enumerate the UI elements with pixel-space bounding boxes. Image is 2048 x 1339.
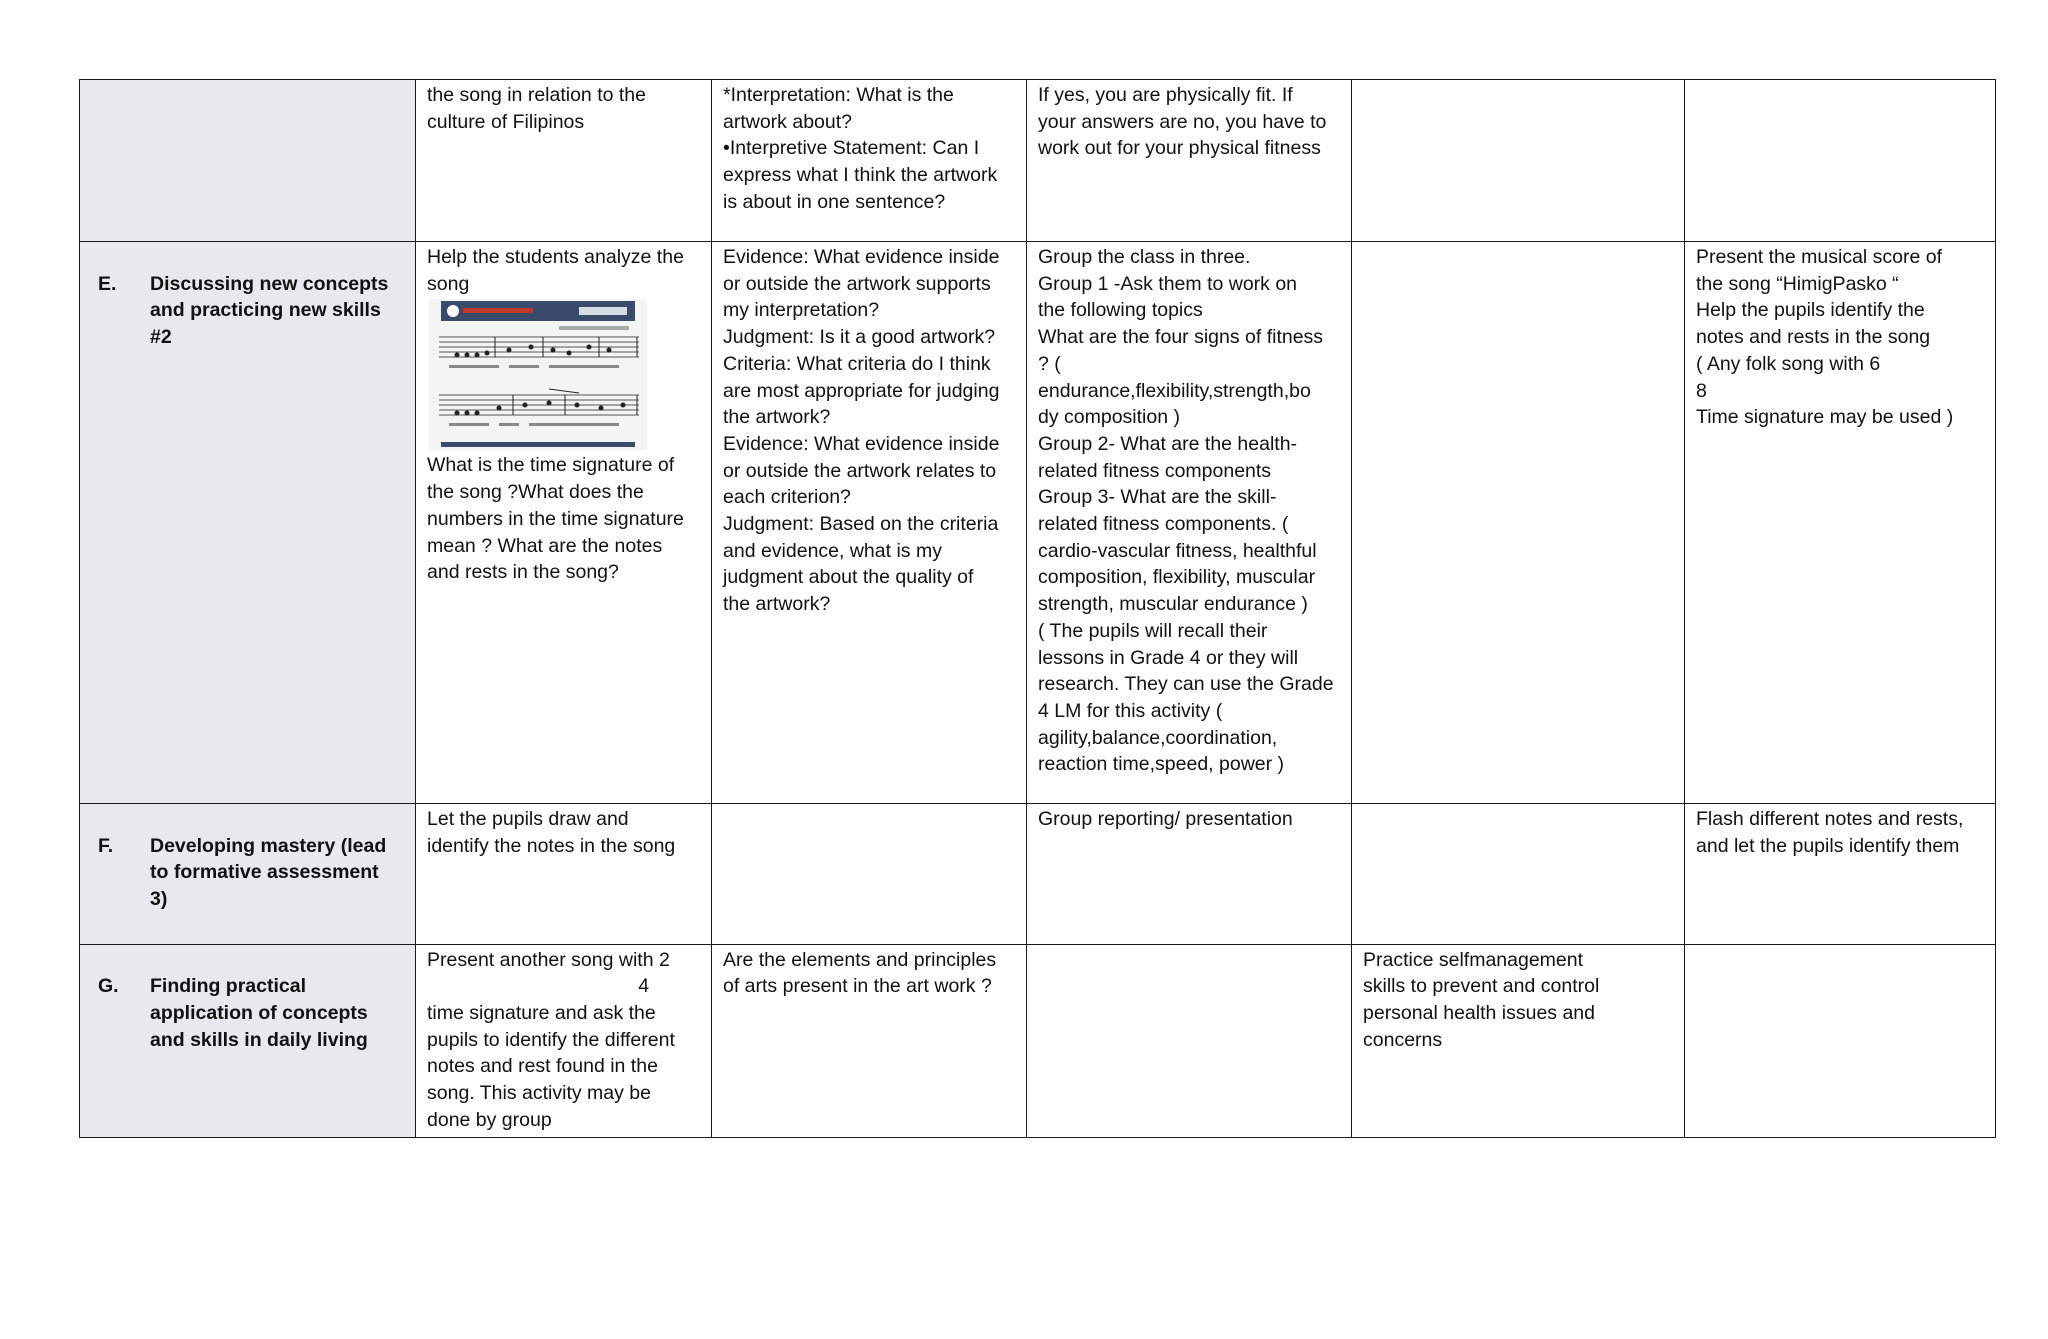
- table-cell-music: the song in relation to the culture of Filipinos: [416, 80, 712, 242]
- table-cell-arts: *Interpretation: What is the artwork about? •Interpretive Statement: Can I express what I think the artwork is about in one sentence?: [712, 80, 1027, 242]
- table-cell-extra: [1685, 80, 1996, 242]
- table-cell-extra: Flash different notes and rests, and let the pupils identify them: [1685, 804, 1996, 945]
- row-label: Finding practical application of concepts and skills in daily living: [150, 975, 368, 1051]
- row-letter: F.: [98, 834, 114, 857]
- row-label-cell: [80, 242, 416, 804]
- table-row-e: [80, 242, 1996, 804]
- row-label: Developing mastery (lead to formative assessment 3): [150, 834, 387, 911]
- table-cell-health: [1352, 80, 1685, 242]
- table-cell-health: [1352, 804, 1685, 945]
- table-row-g: [80, 944, 1996, 1138]
- row-letter: G.: [98, 975, 119, 998]
- table-cell-music: Let the pupils draw and identify the notes in the song: [416, 804, 712, 945]
- row-label: Discussing new concepts and practicing new skills #2: [150, 272, 389, 349]
- table-cell-arts: Evidence: What evidence inside or outside the artwork supports my interpretation? Judgment: Is it a good artwork? Criteria: What criteria do I think are most appropriate for judging the artwork? Evidence: What evidence inside or outside the artwork relates to each criterion? Judgment: Based on the criteria and evidence, what is my judgment about the quality of the artwork?: [712, 242, 1027, 804]
- table-cell-health: [1352, 242, 1685, 804]
- row-label-cell: [80, 804, 416, 945]
- row-letter: E.: [98, 272, 117, 295]
- cell-text: Help the students analyze the song: [427, 246, 684, 295]
- row-label-cell: [80, 944, 416, 1138]
- table-cell-arts: Are the elements and principles of arts present in the art work ?: [712, 944, 1027, 1138]
- table-cell-pe: [1027, 944, 1352, 1138]
- table-cell-pe: If yes, you are physically fit. If your answers are no, you have to work out for your physical fitness: [1027, 80, 1352, 242]
- lesson-plan-table: [79, 79, 1996, 1138]
- cell-text: What is the time signature of the song ?What does the numbers in the time signature mean ? What are the notes and rests in the song?: [427, 454, 684, 584]
- row-label: [138, 109, 407, 136]
- table-cell-extra: Present the musical score of the song “HimigPasko “ Help the pupils identify the notes and rests in the song ( Any folk song with 6 8 Time signature may be used ): [1685, 242, 1996, 804]
- table-cell-music: Present another song with 2 4 time signature and ask the pupils to identify the different notes and rest found in the song. This activity may be done by group: [416, 944, 712, 1138]
- row-label-cell: [80, 80, 416, 242]
- table-cell-extra: [1685, 944, 1996, 1138]
- table-cell-pe: Group reporting/ presentation: [1027, 804, 1352, 945]
- table-cell-music: [416, 242, 712, 804]
- music-score-image: [429, 299, 647, 450]
- table-cell-health: Practice selfmanagement skills to prevent and control personal health issues and concerns: [1352, 944, 1685, 1138]
- table-row-f: [80, 804, 1996, 945]
- table-row-continuation: [80, 80, 1996, 242]
- table-cell-pe: Group the class in three. Group 1 -Ask them to work on the following topics What are the four signs of fitness ? ( endurance,flexibility,strength,bo dy composition ) Group 2- What are the health- related fitness components Group 3- What are the skill- related fitness components. ( cardio-vascular fitness, healthful composition, flexibility, muscular strength, muscular endurance ) ( The pupils will recall their lessons in Grade 4 or they will research. They can use the Grade 4 LM for this activity ( agility,balance,coordination, reaction time,speed, power ): [1027, 242, 1352, 804]
- table-cell-arts: [712, 804, 1027, 945]
